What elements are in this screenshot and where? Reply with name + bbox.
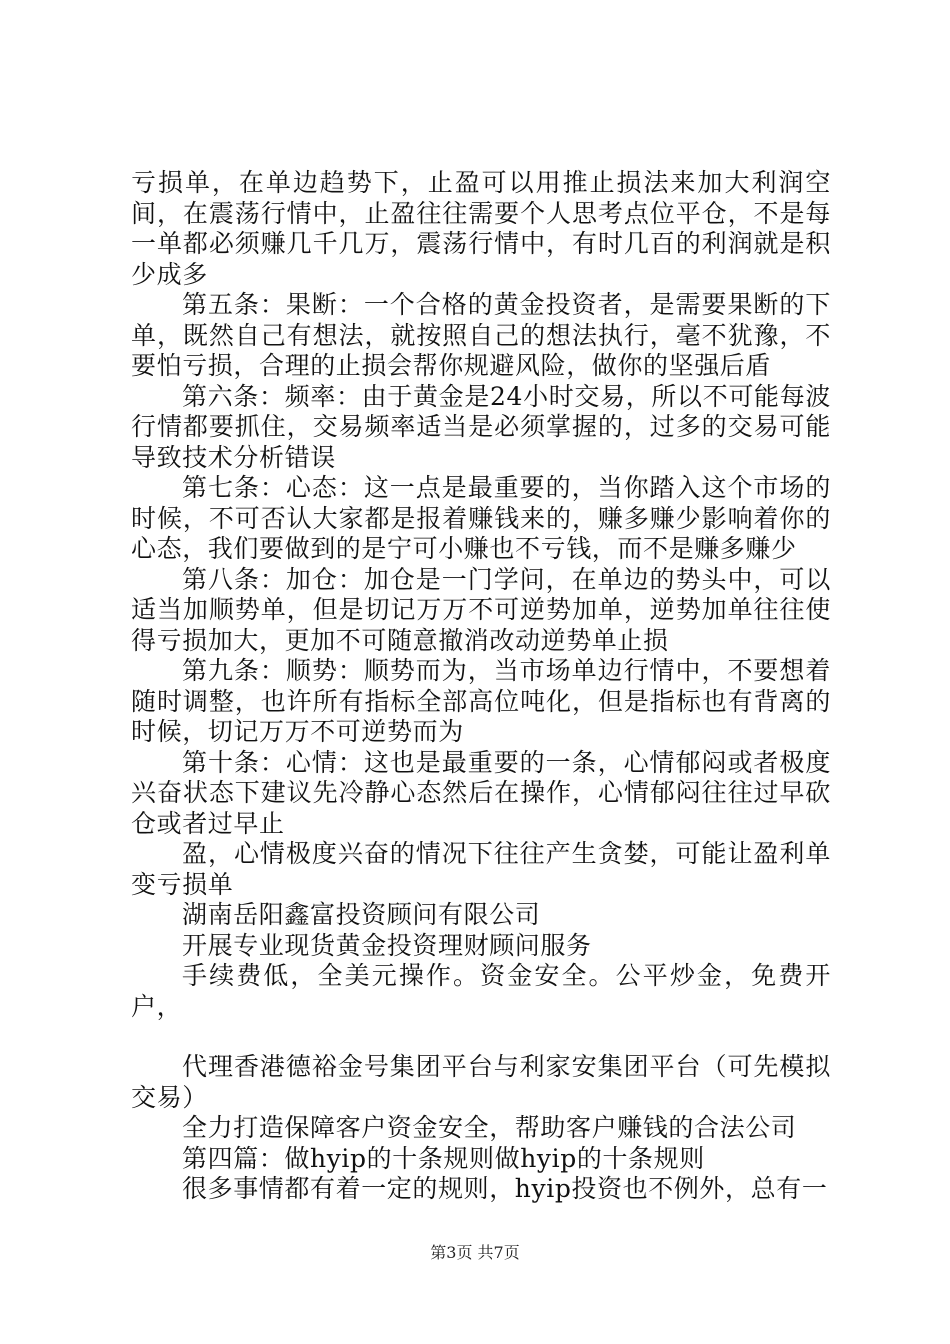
rule-8-paragraph: 第八条：加仓：加仓是一门学问，在单边的势头中，可以适当加顺势单，但是切记万万不可逆势加单，逆势加单往往使得亏损加大，更加不可随意撤消改动逆势单止损 [131, 564, 831, 655]
rule-9-paragraph: 第九条：顺势：顺势而为，当市场单边行情中，不要想着随时调整，也许所有指标全部高位吨化，但是指标也有背离的时候，切记万万不可逆势而为 [131, 656, 831, 746]
section-heading: 第四篇：做hyip的十条规则做hyip的十条规则 [182, 1143, 705, 1173]
service-line: 开展专业现货黄金投资理财顾问服务 [182, 930, 592, 960]
paragraph-continuation: 亏损单，在单边趋势下，止盈可以用推止损法来加大利润空间，在震荡行情中，止盈往往需要个人思考点位平仓，不是每一单都必须赚几千几万，震荡行情中，有时几百的利润就是积少成多 [131, 168, 831, 289]
rule-5-paragraph: 第五条：果断：一个合格的黄金投资者，是需要果断的下单，既然自己有想法，就按照自己的想法执行，毫不犹豫，不要怕亏损，合理的止损会帮你规避风险，做你的坚强后盾 [131, 290, 831, 380]
safety-line: 全力打造保障客户资金安全，帮助客户赚钱的合法公司 [182, 1113, 797, 1142]
rule-7-paragraph: 第七条：心态：这一点是最重要的，当你踏入这个市场的时候，不可否认大家都是报着赚钱来的，赚多赚少影响着你的心态，我们要做到的是宁可小赚也不亏钱，而不是赚多赚少 [131, 473, 831, 563]
rule-10-continuation: 盈，心情极度兴奋的情况下往往产生贪婪，可能让盈利单变亏损单 [131, 839, 831, 899]
rule-6-paragraph: 第六条：频率：由于黄金是24小时交易，所以不可能每波行情都要抓住，交易频率适当是必须掌握的，过多的交易可能导致技术分析错误 [131, 381, 831, 472]
hyip-intro-paragraph: 很多事情都有着一定的规则，hyip投资也不例外，总有一 [182, 1174, 828, 1203]
fee-line: 手续费低，全美元操作。资金安全。公平炒金，免费开户， [131, 961, 831, 1021]
body-text [131, 168, 831, 1205]
rule-10-paragraph: 第十条：心情：这也是最重要的一条，心情郁闷或者极度兴奋状态下建议先冷静心态然后在操作，心情郁闷往往过早砍仓或者过早止 [131, 747, 831, 838]
page-number-footer: 第3页 共7页 [430, 1243, 520, 1262]
company-name: 湖南岳阳鑫富投资顾问有限公司 [182, 900, 541, 929]
agency-line: 代理香港德裕金号集团平台与利家安集团平台（可先模拟交易） [131, 1052, 831, 1112]
